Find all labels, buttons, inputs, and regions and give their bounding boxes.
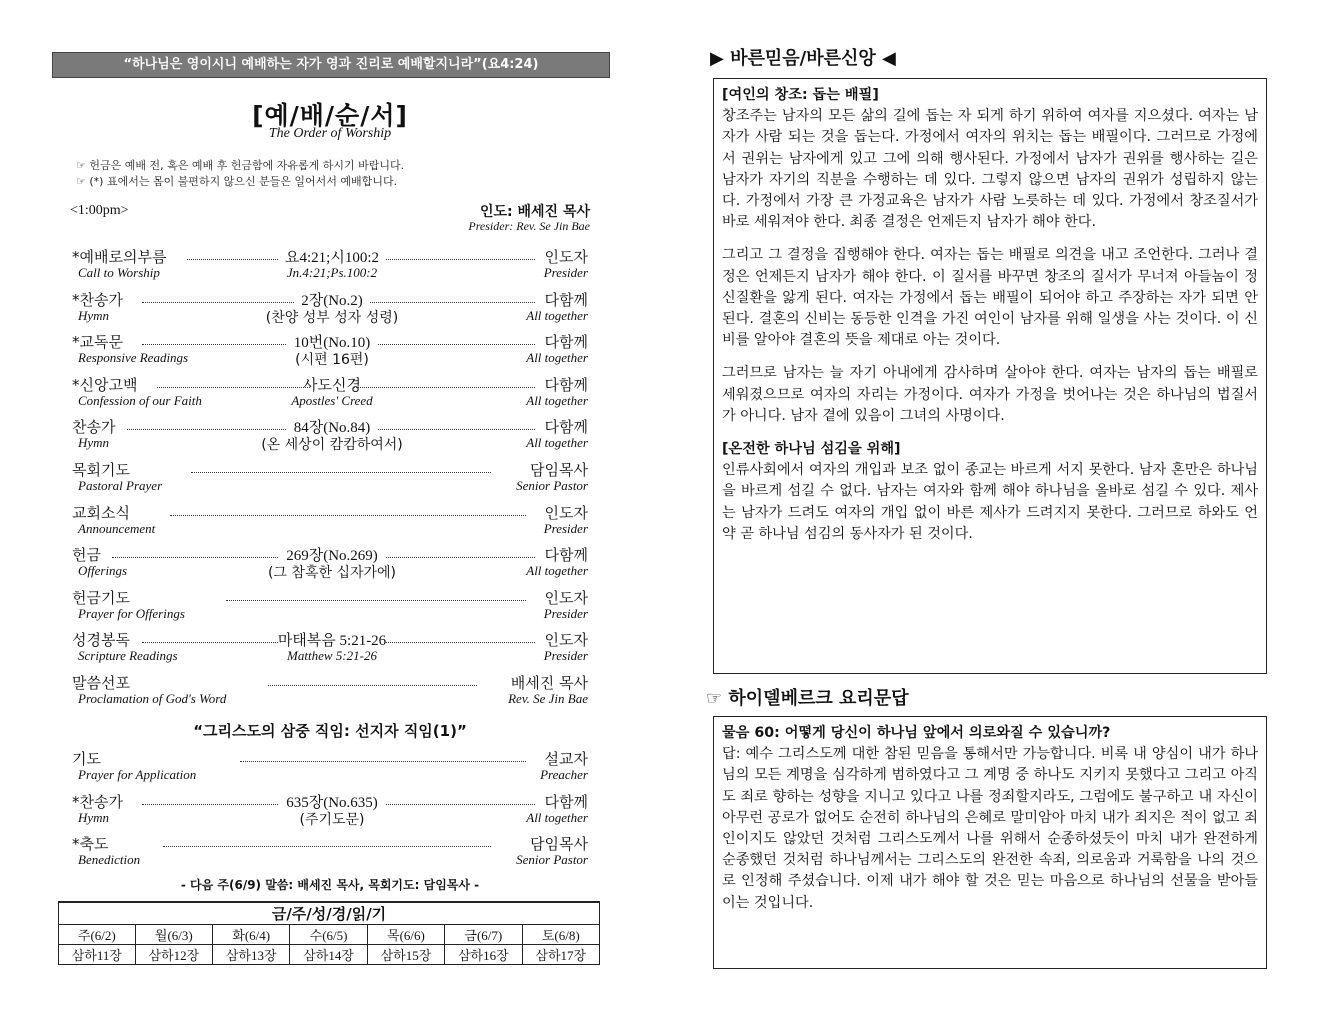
leader-ko: 인도: 배세진 목사 bbox=[479, 204, 590, 220]
item-name-en: Benediction bbox=[78, 852, 141, 868]
item-detail-sub: Matthew 5:21-26 bbox=[287, 648, 377, 664]
dotted-leader bbox=[268, 685, 477, 686]
dotted-leader bbox=[170, 515, 526, 516]
article-paragraph-3: 그러므로 남자는 늘 자기 아내에게 감사하며 살아야 한다. 여자는 남자의 돕는 배필로 세워졌으므로 여자의 자리는 가정이다. 여자가 가정을 벗어나는 것은 하나님의 법질서가 아니다. 남자 곁에 있음이 그녀의 사명이다. bbox=[722, 365, 1258, 424]
item-name-en: Hymn bbox=[78, 809, 110, 825]
item-role-ko: 다함께 bbox=[544, 375, 588, 394]
reading-chapter: 삼하11장 bbox=[59, 945, 136, 965]
next-week-note: - 다음 주(6/9) 말씀: 배세진 목사, 목회기도: 담임목사 - bbox=[180, 878, 480, 892]
reading-days-row bbox=[59, 925, 600, 945]
item-role-en: All together bbox=[526, 435, 588, 451]
item-name-en: Offerings bbox=[78, 563, 128, 579]
item-name-ko: 목회기도 bbox=[72, 461, 130, 479]
dotted-leader bbox=[142, 642, 278, 643]
item-role-ko: 인도자 bbox=[544, 631, 588, 650]
item-name-ko: *예배로의부름 bbox=[72, 248, 167, 266]
order-item bbox=[72, 833, 592, 873]
order-item bbox=[72, 544, 592, 584]
item-name-ko: 말씀선포 bbox=[72, 674, 130, 692]
item-role-en: Preacher bbox=[540, 767, 588, 782]
dotted-leader bbox=[157, 387, 310, 388]
note-offering: ☞ 헌금은 예배 전, 혹은 예배 후 헌금함에 자유롭게 하시기 바랍니다. bbox=[76, 159, 405, 172]
article-heading-1: [여인의 창조: 돕는 배필] bbox=[722, 87, 879, 103]
dotted-leader bbox=[226, 600, 526, 601]
dotted-leader bbox=[142, 302, 294, 303]
item-detail: 10번(No.10) bbox=[293, 335, 371, 352]
item-role-ko: 다함께 bbox=[544, 792, 588, 811]
dotted-leader bbox=[142, 344, 286, 345]
dotted-leader bbox=[378, 429, 535, 430]
order-item bbox=[72, 416, 592, 456]
reading-day: 수(6/5) bbox=[290, 925, 367, 945]
dotted-leader bbox=[142, 804, 278, 805]
item-name-ko: 헌금기도 bbox=[72, 588, 130, 607]
dotted-leader bbox=[112, 557, 278, 558]
item-name-en: Proclamation of God's Word bbox=[78, 691, 227, 706]
item-detail-sub: Apostles' Creed bbox=[291, 392, 373, 408]
reading-chapter: 삼하16장 bbox=[445, 945, 522, 965]
sermon-title: “그리스도의 삼중 직임: 선지자 직임(1)” bbox=[193, 722, 467, 740]
item-name-ko: 기도 bbox=[72, 750, 101, 768]
article-paragraph-1: 창조주는 남자의 모든 삶의 길에 돕는 자 되게 하기 위하여 여자를 지으셨다. 여자는 남자가 사람 되는 것을 돕는다. 가정에서 여자의 위치는 돕는 배필이다. 그러므로 가정에서 권위는 남자에게 있고 그에 의해 행사된다. 가정에서 남자가 권위를 행사하는 길은 남자가 자기의 직분을 수행하는 데 있다. 그렇지 않으면 남자의 권위가 성립하지 않는다. 가정에서 가장 큰 가정교육은 남자가 사람 노릇하는 데 있다. 가정에서 창조질서가 바로 세워져야 한다. 최종 결정은 언제든지 남자가 해야 한다. bbox=[722, 108, 1258, 231]
dotted-leader bbox=[386, 804, 535, 805]
weekly-reading-table bbox=[58, 901, 600, 965]
dotted-leader bbox=[163, 846, 491, 847]
dotted-leader bbox=[187, 259, 278, 260]
catechism-question: 물음 60: 어떻게 당신이 하나님 앞에서 의로와질 수 있습니까? bbox=[722, 725, 1111, 741]
page-subtitle: The Order of Worship bbox=[268, 126, 392, 141]
item-detail: 2장(No.2) bbox=[301, 292, 363, 309]
reading-chapter: 삼하17장 bbox=[522, 945, 599, 965]
dotted-leader bbox=[386, 642, 535, 643]
item-detail: 269장(No.269) bbox=[286, 548, 378, 565]
item-detail-sub: Jn.4:21;Ps.100:2 bbox=[286, 265, 378, 280]
scripture-banner: “하나님은 영이시니 예배하는 자가 영과 진리로 예배할지니라”(요4:24) bbox=[52, 52, 610, 78]
order-item bbox=[72, 672, 592, 712]
item-name-en: Confession of our Faith bbox=[78, 392, 202, 408]
item-role-ko: 담임목사 bbox=[530, 461, 588, 479]
item-detail: 84장(No.84) bbox=[293, 420, 371, 437]
item-role-en: Senior Pastor bbox=[516, 852, 588, 868]
note-standing: ☞ (*) 표에서는 몸이 불편하지 않으신 분들은 일어서서 예배합니다. bbox=[76, 175, 398, 188]
item-role-en: Senior Pastor bbox=[516, 478, 588, 493]
catechism-box bbox=[713, 716, 1267, 969]
reading-chapter: 삼하13장 bbox=[213, 945, 290, 965]
reading-chapter: 삼하12장 bbox=[135, 945, 212, 965]
section-title: ▶ 바른믿음/바른신앙 ◀ bbox=[710, 48, 896, 69]
reading-day: 목(6/6) bbox=[367, 925, 444, 945]
item-role-ko: 배세진 목사 bbox=[510, 674, 588, 692]
item-detail: 사도신경 bbox=[303, 377, 361, 394]
item-detail: 마태복음 5:21-26 bbox=[277, 633, 387, 650]
article-heading-2: [온전한 하나님 섬김을 위해] bbox=[722, 441, 901, 458]
item-name-en: Call to Worship bbox=[78, 265, 160, 280]
order-item bbox=[72, 374, 592, 414]
catechism-answer: 답: 예수 그리스도께 대한 참된 믿음을 통해서만 가능합니다. 비록 내 양심이 내가 하나님의 모든 계명을 심각하게 범하였다고 그 계명 중 하나도 지키지 못했다고 그리고 아직도 죄로 향하는 성향을 지니고 있다고 나를 정죄할지라도, 그럼에도 불구하고 내 자신이 아무런 공로가 없어도 순전히 하나님의 은혜로 말미암아 마치 내가 죄지은 적이 없고 죄인이지도 않았던 것처럼 그리스도께서 나를 위해서 순종하셨듯이 마치 내가 완전하게 순종했던 것처럼 하나님께서는 그리스도의 완전한 속죄, 의로움과 거룩함을 나의 것으로 인정해 주셨습니다. 이제 내가 해야 할 것은 믿는 마음으로 하나님의 선물을 받아들이는 것입니다. bbox=[722, 746, 1258, 911]
item-role-en: All together bbox=[526, 809, 588, 825]
item-role-ko: 인도자 bbox=[544, 503, 588, 522]
item-detail-sub: (그 참혹한 십자가에) bbox=[267, 565, 397, 582]
order-item bbox=[72, 629, 592, 669]
reading-day: 주(6/2) bbox=[59, 925, 136, 945]
item-detail-sub: (찬양 성부 성자 성령) bbox=[265, 309, 399, 326]
item-role-ko: 다함께 bbox=[544, 418, 588, 437]
dotted-leader bbox=[378, 344, 535, 345]
item-role-en: Presider bbox=[543, 605, 588, 621]
article-paragraph-4: 인류사회에서 여자의 개입과 보조 없이 종교는 바르게 서지 못한다. 남자 혼만은 하나님을 바르게 섬길 수 없다. 남자는 여자와 함께 해야 하나님을 올바로 섬길 수 있다. 제사는 남자가 드려도 여자의 개입 없이 바른 제사가 드려지지 못한다. 그러므로 하와도 언약 곧 하나님 섬김의 동사자가 된 것이다. bbox=[722, 462, 1258, 542]
reading-chapter: 삼하15장 bbox=[367, 945, 444, 965]
item-name-en: Prayer for Application bbox=[78, 767, 197, 782]
dotted-leader bbox=[386, 259, 535, 260]
order-item bbox=[72, 502, 592, 542]
item-detail: 요4:21;시100:2 bbox=[285, 250, 379, 266]
page-title: [예/배/순/서] bbox=[252, 101, 408, 130]
item-role-ko: 다함께 bbox=[544, 290, 588, 309]
item-role-en: All together bbox=[526, 307, 588, 323]
dotted-leader bbox=[127, 429, 286, 430]
item-name-ko: *축도 bbox=[72, 835, 109, 854]
item-role-en: All together bbox=[526, 392, 588, 408]
dotted-leader bbox=[386, 557, 535, 558]
order-item bbox=[72, 587, 592, 627]
item-detail-sub: (시편 16편) bbox=[295, 352, 369, 369]
article-paragraph-2: 그리고 그 결정을 집행해야 한다. 여자는 돕는 배필로 의견을 내고 조언한다. 그러나 결정은 언제든지 남자가 해야 한다. 이 질서를 바꾸면 창조의 질서가 무너져 아들놈이 정신질환을 앓게 된다. 여자는 가정에서 돕는 배필이 되어야 하고 주장하는 자가 되면 안 된다. 결혼의 신비는 동등한 인격을 가진 여인이 남자를 위해 일생을 사는 것이다. 이 신비를 알아야 결혼의 뜻을 제대로 아는 것이다. bbox=[722, 247, 1258, 349]
order-item bbox=[72, 459, 592, 499]
item-detail-sub: (온 세상이 캄캄하여서) bbox=[261, 437, 403, 454]
item-name-ko: *신앙고백 bbox=[72, 375, 138, 394]
item-name-ko: *교독문 bbox=[72, 333, 123, 352]
item-name-ko: 찬송가 bbox=[72, 418, 116, 437]
order-item bbox=[72, 289, 592, 329]
dotted-leader bbox=[354, 387, 535, 388]
item-role-en: Presider bbox=[543, 520, 588, 536]
item-name-en: Hymn bbox=[78, 435, 110, 451]
item-name-ko: *찬송가 bbox=[72, 792, 123, 811]
dotted-leader bbox=[240, 761, 526, 762]
item-role-en: All together bbox=[526, 563, 588, 579]
item-role-ko: 설교자 bbox=[544, 750, 588, 768]
service-time: <1:00pm> bbox=[70, 203, 129, 218]
item-detail-sub: (주기도문) bbox=[299, 811, 365, 828]
order-item bbox=[72, 748, 592, 788]
item-name-en: Pastoral Prayer bbox=[78, 478, 163, 493]
reading-chapters-row bbox=[59, 945, 600, 965]
item-role-ko: 다함께 bbox=[544, 546, 588, 565]
order-item bbox=[72, 246, 592, 286]
leader-en: Presider: Rev. Se Jin Bae bbox=[468, 219, 590, 233]
article-box bbox=[713, 78, 1267, 674]
item-role-en: Presider bbox=[543, 648, 588, 664]
reading-day: 월(6/3) bbox=[135, 925, 212, 945]
item-name-ko: *찬송가 bbox=[72, 290, 123, 309]
item-role-en: Presider bbox=[543, 265, 588, 280]
reading-day: 화(6/4) bbox=[213, 925, 290, 945]
reading-chapter: 삼하14장 bbox=[290, 945, 367, 965]
item-name-en: Scripture Readings bbox=[78, 648, 178, 664]
order-item bbox=[72, 791, 592, 831]
item-role-ko: 인도자 bbox=[544, 248, 588, 266]
item-name-ko: 헌금 bbox=[72, 546, 101, 565]
reading-day: 토(6/8) bbox=[522, 925, 599, 945]
dotted-leader bbox=[191, 472, 491, 473]
item-name-en: Responsive Readings bbox=[78, 350, 189, 366]
dotted-leader bbox=[370, 302, 535, 303]
item-detail: 635장(No.635) bbox=[286, 794, 378, 811]
reading-title: 금/주/성/경/읽/기 bbox=[59, 902, 600, 925]
item-role-en: All together bbox=[526, 350, 588, 366]
item-role-ko: 인도자 bbox=[544, 588, 588, 607]
item-name-en: Prayer for Offerings bbox=[78, 605, 185, 621]
item-name-en: Hymn bbox=[78, 307, 110, 323]
order-item bbox=[72, 331, 592, 371]
item-role-ko: 담임목사 bbox=[530, 835, 588, 854]
item-role-en: Rev. Se Jin Bae bbox=[508, 691, 588, 706]
item-role-ko: 다함께 bbox=[544, 333, 588, 352]
catechism-title: ☞ 하이델베르크 요리문답 bbox=[706, 688, 909, 709]
item-name-ko: 교회소식 bbox=[72, 503, 130, 522]
reading-day: 금(6/7) bbox=[445, 925, 522, 945]
item-name-ko: 성경봉독 bbox=[72, 631, 130, 650]
item-name-en: Announcement bbox=[78, 520, 156, 536]
